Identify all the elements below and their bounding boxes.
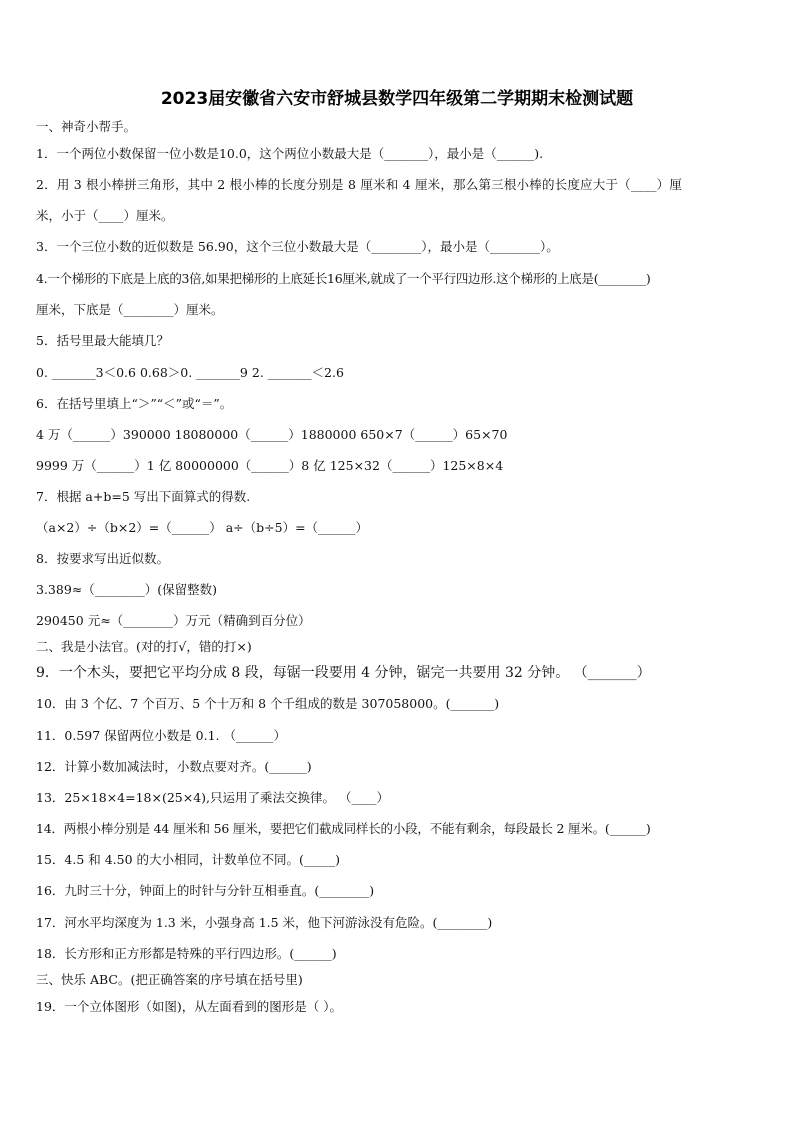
question-13: 13．25×18×4=18×(25×4),只运用了乘法交换律。 （____） (36, 790, 390, 805)
question-7-items: （a×2）÷（b×2）=（______） a÷（b÷5）=（______） (36, 520, 369, 535)
section-heading-3: 三、快乐 ABC。(把正确答案的序号填在括号里) (36, 972, 303, 987)
section-heading-1: 一、神奇小帮手。 (36, 119, 137, 134)
question-5: 5．括号里最大能填几？ (36, 333, 169, 348)
question-2-line-1: 2．用 3 根小棒拼三角形，其中 2 根小棒的长度分别是 8 厘米和 4 厘米，那么第三根小棒的长度应大于（____）厘 (36, 177, 683, 192)
question-7: 7．根据 a+b=5 写出下面算式的得数. (36, 489, 251, 504)
question-11: 11．0.597 保留两位小数是 0.1. （______） (36, 728, 286, 743)
question-10: 10．由 3 个亿、7 个百万、5 个十万和 8 个千组成的数是 307058000。(_______) (36, 696, 500, 711)
question-6-row-1: 4 万（______）390000 18080000（______）1880000 650×7（______）65×70 (36, 427, 508, 442)
question-14: 14．两根小棒分别是 44 厘米和 56 厘米，要把它们截成同样长的小段，不能有剩余，每段最长 2 厘米。(______) (36, 821, 651, 836)
question-17: 17．河水平均深度为 1.3 米，小强身高 1.5 米，他下河游泳没有危险。(________) (36, 915, 493, 930)
question-9: 9．一个木头，要把它平均分成 8 段，每锯一段要用 4 分钟，锯完一共要用 32 分钟。 （_______） (36, 665, 651, 681)
question-1: 1．一个两位小数保留一位小数是10.0，这个两位小数最大是（_______），最小是（______). (36, 146, 544, 161)
question-4-line-2: 厘米，下底是（________）厘米。 (36, 302, 224, 317)
page-title: 2023届安徽省六安市舒城县数学四年级第二学期期末检测试题 (160, 89, 634, 109)
question-4-line-1: 4.一个梯形的下底是上底的3倍,如果把梯形的上底延长16厘米,就成了一个平行四边形.这个梯形的上底是(________) (36, 271, 651, 286)
question-6-row-2: 9999 万（______）1 亿 80000000（______）8 亿 125×32（______）125×8×4 (36, 458, 504, 473)
question-2-line-2: 米，小于（____）厘米。 (36, 208, 174, 223)
question-3: 3．一个三位小数的近似数是 56.90，这个三位小数最大是（________），最小是（________）。 (36, 239, 559, 254)
question-8: 8．按要求写出近似数。 (36, 551, 169, 566)
question-8-item-2: 290450 元≈（________）万元（精确到百分位） (36, 613, 311, 628)
question-5-items: 0. _______3＜0.6 0.68＞0. _______9 2. _______＜2.6 (36, 365, 344, 380)
question-15: 15．4.5 和 4.50 的大小相同，计数单位不同。(_____) (36, 852, 341, 867)
section-heading-2: 二、我是小法官。(对的打√，错的打×) (36, 639, 252, 654)
question-16: 16．九时三十分，钟面上的时针与分针互相垂直。(________) (36, 883, 375, 898)
question-6: 6．在括号里填上“＞”“＜”或“＝”。 (36, 396, 233, 411)
question-19: 19．一个立体图形（如图)，从左面看到的图形是（ ）。 (36, 999, 343, 1014)
question-8-item-1: 3.389≈（________）(保留整数) (36, 582, 218, 597)
question-18: 18．长方形和正方形都是特殊的平行四边形。(______) (36, 946, 337, 961)
question-12: 12．计算小数加减法时，小数点要对齐。(______) (36, 759, 312, 774)
